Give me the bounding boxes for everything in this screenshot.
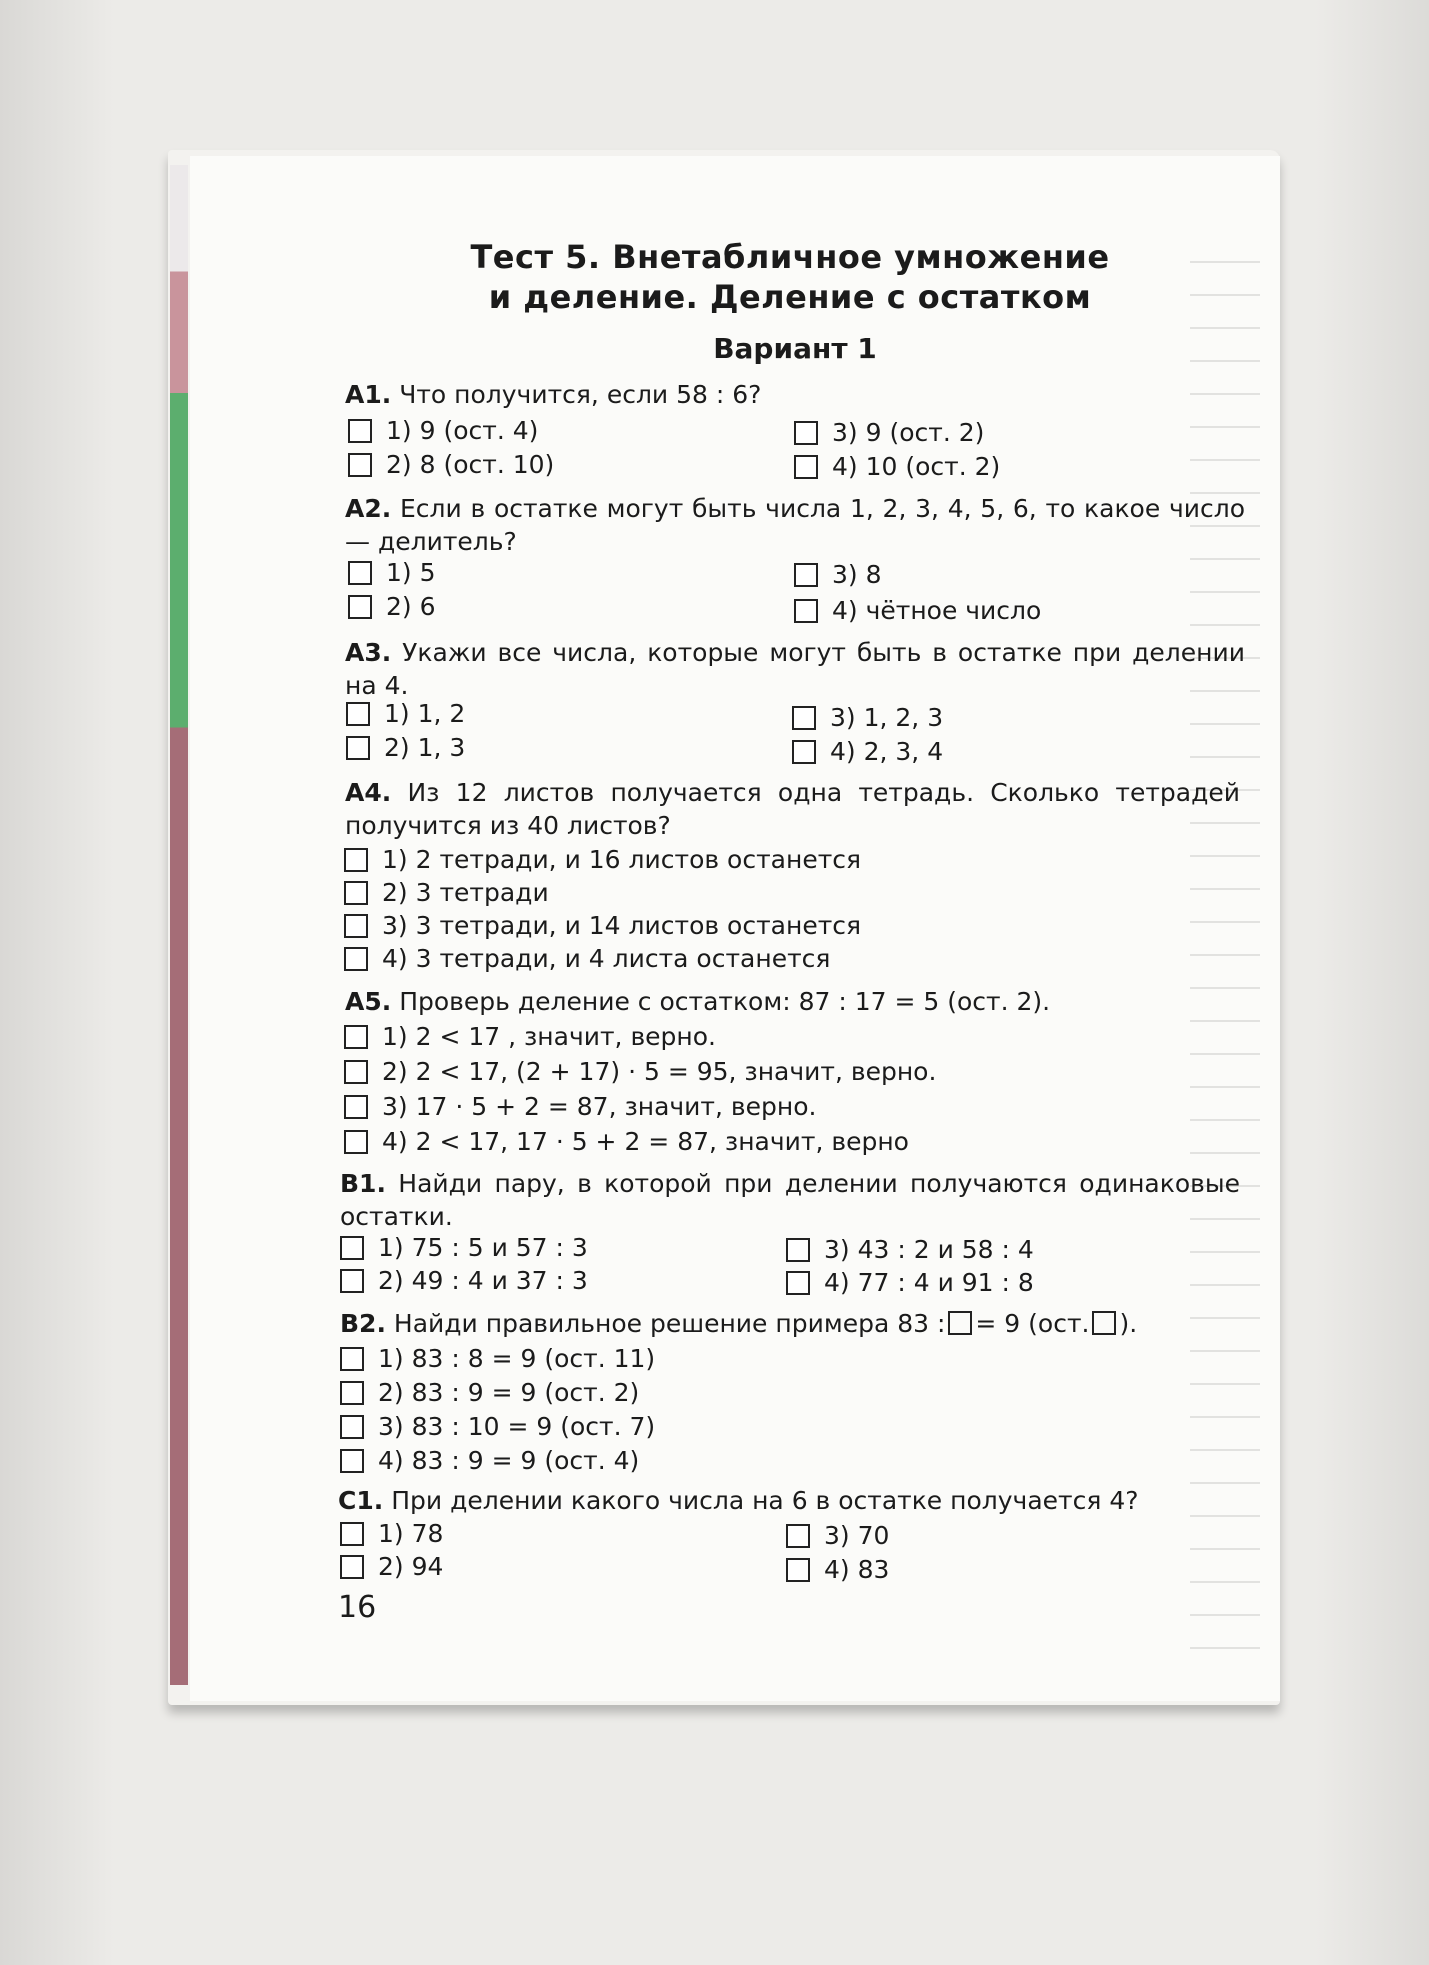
checkbox[interactable] (786, 1238, 810, 1262)
question-label: В2. (340, 1309, 386, 1338)
a4-option-1[interactable]: 1) 2 тетради, и 16 листов останется (344, 843, 861, 876)
question-b2: В2. Найди правильное решение примера 83 : = 9 (ост. ). (340, 1309, 1138, 1338)
b2-option-1[interactable]: 1) 83 : 8 = 9 (ост. 11) (340, 1342, 655, 1375)
question-label: А4. (345, 778, 392, 807)
checkbox[interactable] (340, 1555, 364, 1579)
question-c1 (338, 1484, 1238, 1517)
a1-option-3[interactable]: 3) 9 (ост. 2) (794, 416, 984, 449)
checkbox[interactable] (344, 947, 368, 971)
question-text: Из 12 листов получается одна тетрадь. Сколько тетрадей получится из 40 листов? (345, 778, 1240, 840)
a1-option-2[interactable]: 2) 8 (ост. 10) (348, 448, 554, 481)
checkbox[interactable] (344, 848, 368, 872)
checkbox[interactable] (794, 563, 818, 587)
a2-option-1[interactable]: 1) 5 (348, 556, 436, 589)
b1-option-2[interactable]: 2) 49 : 4 и 37 : 3 (340, 1264, 588, 1297)
a4-option-2[interactable]: 2) 3 тетради (344, 876, 549, 909)
checkbox[interactable] (786, 1558, 810, 1582)
checkbox[interactable] (346, 736, 370, 760)
checkbox[interactable] (344, 1025, 368, 1049)
b1-option-3[interactable]: 3) 43 : 2 и 58 : 4 (786, 1233, 1034, 1266)
a4-option-3[interactable]: 3) 3 тетради, и 14 листов останется (344, 909, 861, 942)
question-label: А5. (345, 987, 392, 1016)
question-a5 (345, 985, 1245, 1018)
checkbox[interactable] (794, 599, 818, 623)
checkbox[interactable] (786, 1524, 810, 1548)
checkbox[interactable] (344, 1130, 368, 1154)
checkbox[interactable] (794, 421, 818, 445)
question-label: А1. (345, 380, 392, 409)
a4-option-4[interactable]: 4) 3 тетради, и 4 листа останется (344, 942, 830, 975)
b1-option-4[interactable]: 4) 77 : 4 и 91 : 8 (786, 1266, 1034, 1299)
checkbox[interactable] (792, 740, 816, 764)
a5-option-4[interactable]: 4) 2 < 17, 17 · 5 + 2 = 87, значит, верно (344, 1125, 909, 1158)
a2-option-2[interactable]: 2) 6 (348, 590, 436, 623)
a3-option-4[interactable]: 4) 2, 3, 4 (792, 735, 943, 768)
question-label: А3. (345, 638, 392, 667)
question-label: А2. (345, 494, 392, 523)
checkbox[interactable] (794, 455, 818, 479)
checkbox[interactable] (348, 595, 372, 619)
question-text: Что получится, если 58 : 6? (399, 380, 762, 409)
c1-option-2[interactable]: 2) 94 (340, 1550, 443, 1583)
checkbox[interactable] (348, 561, 372, 585)
a3-option-2[interactable]: 2) 1, 3 (346, 731, 465, 764)
a2-option-3[interactable]: 3) 8 (794, 558, 882, 591)
question-b1 (340, 1167, 1240, 1233)
b2-option-4[interactable]: 4) 83 : 9 = 9 (ост. 4) (340, 1444, 639, 1477)
checkbox[interactable] (348, 453, 372, 477)
b2-option-2[interactable]: 2) 83 : 9 = 9 (ост. 2) (340, 1376, 639, 1409)
c1-option-3[interactable]: 3) 70 (786, 1519, 889, 1552)
checkbox[interactable] (340, 1269, 364, 1293)
b1-option-1[interactable]: 1) 75 : 5 и 57 : 3 (340, 1231, 588, 1264)
question-text: Проверь деление с остатком: 87 : 17 = 5 (ост. 2). (399, 987, 1051, 1016)
checkbox[interactable] (340, 1347, 364, 1371)
checkbox[interactable] (340, 1236, 364, 1260)
question-label: С1. (338, 1486, 384, 1515)
checkbox[interactable] (340, 1415, 364, 1439)
test-title-line1: Тест 5. Внетабличное умножение (470, 238, 1110, 276)
a1-option-1[interactable]: 1) 9 (ост. 4) (348, 414, 538, 447)
question-a3 (345, 636, 1245, 702)
answer-box-remainder (1092, 1311, 1116, 1335)
page-number: 16 (338, 1590, 377, 1625)
checkbox[interactable] (344, 1095, 368, 1119)
checkbox[interactable] (792, 706, 816, 730)
a3-option-1[interactable]: 1) 1, 2 (346, 697, 465, 730)
a1-option-4[interactable]: 4) 10 (ост. 2) (794, 450, 1000, 483)
c1-option-1[interactable]: 1) 78 (340, 1517, 443, 1550)
question-text: При делении какого числа на 6 в остатке получается 4? (391, 1486, 1139, 1515)
checkbox[interactable] (346, 702, 370, 726)
question-a1 (345, 378, 1245, 411)
answer-box-divisor (948, 1311, 972, 1335)
b2-option-3[interactable]: 3) 83 : 10 = 9 (ост. 7) (340, 1410, 655, 1443)
question-text: Найди пару, в которой при делении получаются одинаковые остатки. (340, 1169, 1240, 1231)
a5-option-1[interactable]: 1) 2 < 17 , значит, верно. (344, 1020, 716, 1053)
checkbox[interactable] (340, 1449, 364, 1473)
a2-option-4[interactable]: 4) чётное число (794, 594, 1041, 627)
question-text: Укажи все числа, которые могут быть в остатке при делении на 4. (345, 638, 1246, 700)
question-a4 (345, 776, 1240, 842)
checkbox[interactable] (340, 1522, 364, 1546)
checkbox[interactable] (348, 419, 372, 443)
question-text: Если в остатке могут быть числа 1, 2, 3, 4, 5, 6, то какое число — делитель? (345, 494, 1245, 556)
checkbox[interactable] (786, 1271, 810, 1295)
checkbox[interactable] (340, 1381, 364, 1405)
test-title-line2: и деление. Деление с остатком (488, 278, 1092, 316)
checkbox[interactable] (344, 914, 368, 938)
checkbox[interactable] (344, 1060, 368, 1084)
a5-option-2[interactable]: 2) 2 < 17, (2 + 17) · 5 = 95, значит, верно. (344, 1055, 936, 1088)
c1-option-4[interactable]: 4) 83 (786, 1553, 889, 1586)
a5-option-3[interactable]: 3) 17 · 5 + 2 = 87, значит, верно. (344, 1090, 816, 1123)
checkbox[interactable] (344, 881, 368, 905)
question-a2 (345, 492, 1245, 558)
a3-option-3[interactable]: 3) 1, 2, 3 (792, 701, 943, 734)
variant-label: Вариант 1 (713, 332, 877, 365)
question-label: В1. (340, 1169, 386, 1198)
